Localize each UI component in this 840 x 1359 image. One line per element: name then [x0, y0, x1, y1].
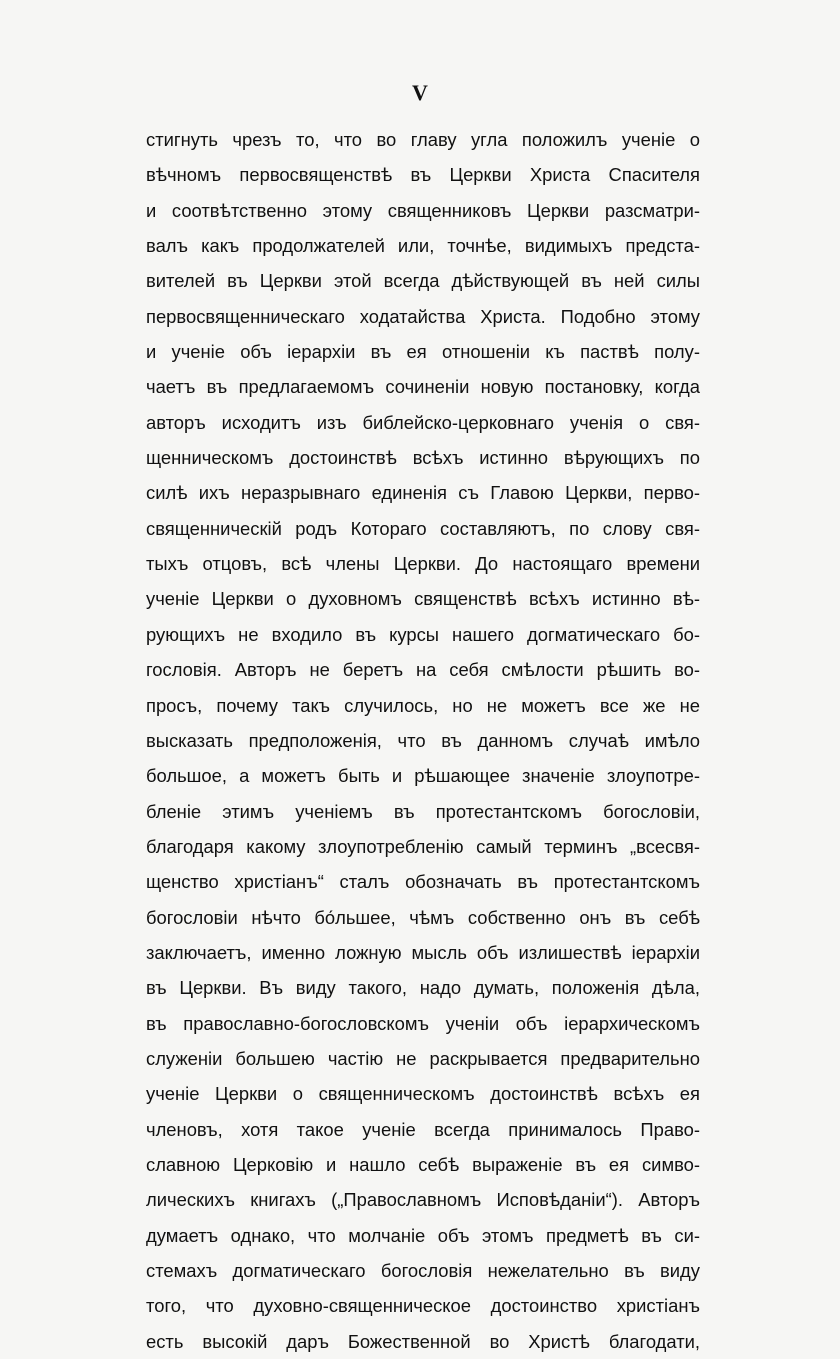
page-number: V — [412, 80, 428, 105]
text-line: стемахъ догматическаго богословія нежелательно въ виду — [146, 1260, 700, 1281]
body-text — [146, 122, 700, 1359]
text-line: вѣчномъ первосвященствѣ въ Церкви Христа Спасителя — [146, 164, 700, 186]
text-line: лическихъ книгахъ („Православномъ Исповѣданіи“). Авторъ — [146, 1189, 700, 1211]
text-line: и ученіе объ іерархіи въ ея отношеніи къ паствѣ полу- — [146, 341, 700, 363]
text-line: чаетъ въ предлагаемомъ сочиненіи новую постановку, когда — [146, 376, 700, 398]
text-line: рующихъ не входило въ курсы нашего догматическаго бо- — [146, 623, 700, 645]
text-line: славною Церковію и нашло себѣ выраженіе въ ея симво- — [146, 1153, 700, 1175]
text-line: авторъ исходитъ изъ библейско-церковнаго ученія о свя- — [146, 411, 700, 433]
text-line: вителей въ Церкви этой всегда дѣйствующей въ ней силы — [146, 270, 700, 292]
text-line: большое, а можетъ быть и рѣшающее значеніе злоупотре- — [146, 765, 700, 787]
text-line: членовъ, хотя такое ученіе всегда принималось Право- — [146, 1118, 700, 1140]
text-line: высказать предположенія, что въ данномъ случаѣ имѣло — [146, 729, 700, 751]
text-line: благодаря какому злоупотребленію самый терминъ „всесвя- — [146, 835, 700, 857]
text-line: бленіе этимъ ученіемъ въ протестантскомъ богословіи, — [146, 800, 700, 822]
text-line: въ Церкви. Въ виду такого, надо думать, положенія дѣла, — [146, 977, 700, 999]
text-line: въ православно-богословскомъ ученіи объ іерархическомъ — [146, 1012, 700, 1034]
text-line: заключаетъ, именно ложную мысль объ излишествѣ іерархіи — [146, 941, 700, 963]
text-line: думаетъ однако, что молчаніе объ этомъ предметѣ въ си- — [146, 1224, 700, 1246]
text-line: ученіе Церкви о духовномъ священствѣ всѣхъ истинно вѣ- — [146, 588, 700, 610]
text-line: щенство христіанъ“ сталъ обозначать въ протестантскомъ — [146, 871, 700, 893]
text-line: первосвященническаго ходатайства Христа. Подобно этому — [146, 305, 700, 327]
text-line: ученіе Церкви о священническомъ достоинствѣ всѣхъ ея — [146, 1083, 700, 1105]
text-line: силѣ ихъ неразрывнаго единенія съ Главою Церкви, перво- — [146, 482, 700, 504]
text-line: стигнуть чрезъ то, что во главу угла положилъ ученіе о — [146, 129, 700, 150]
text-line: есть высокій даръ Божественной во Христѣ благодати, — [146, 1330, 700, 1352]
text-line: щенническомъ достоинствѣ всѣхъ истинно вѣрующихъ по — [146, 447, 700, 469]
text-line: гословія. Авторъ не беретъ на себя смѣлости рѣшить во- — [146, 659, 700, 681]
text-line: священническій родъ Котораго составляютъ, по слову свя- — [146, 517, 700, 539]
text-line: просъ, почему такъ случилось, но не можетъ все же не — [146, 694, 700, 716]
text-line: тыхъ отцовъ, всѣ члены Церкви. До настоящаго времени — [146, 553, 700, 575]
text-line: валъ какъ продолжателей или, точнѣе, видимыхъ предста- — [146, 235, 700, 257]
text-line: богословіи нѣчто бо́льшее, чѣмъ собственно онъ въ себѣ — [146, 906, 700, 928]
text-line: того, что духовно-священническое достоинство христіанъ — [146, 1295, 700, 1317]
text-line: служеніи большею частію не раскрывается предварительно — [146, 1047, 700, 1069]
text-line: и соотвѣтственно этому священниковъ Церкви разсматри- — [146, 199, 700, 221]
